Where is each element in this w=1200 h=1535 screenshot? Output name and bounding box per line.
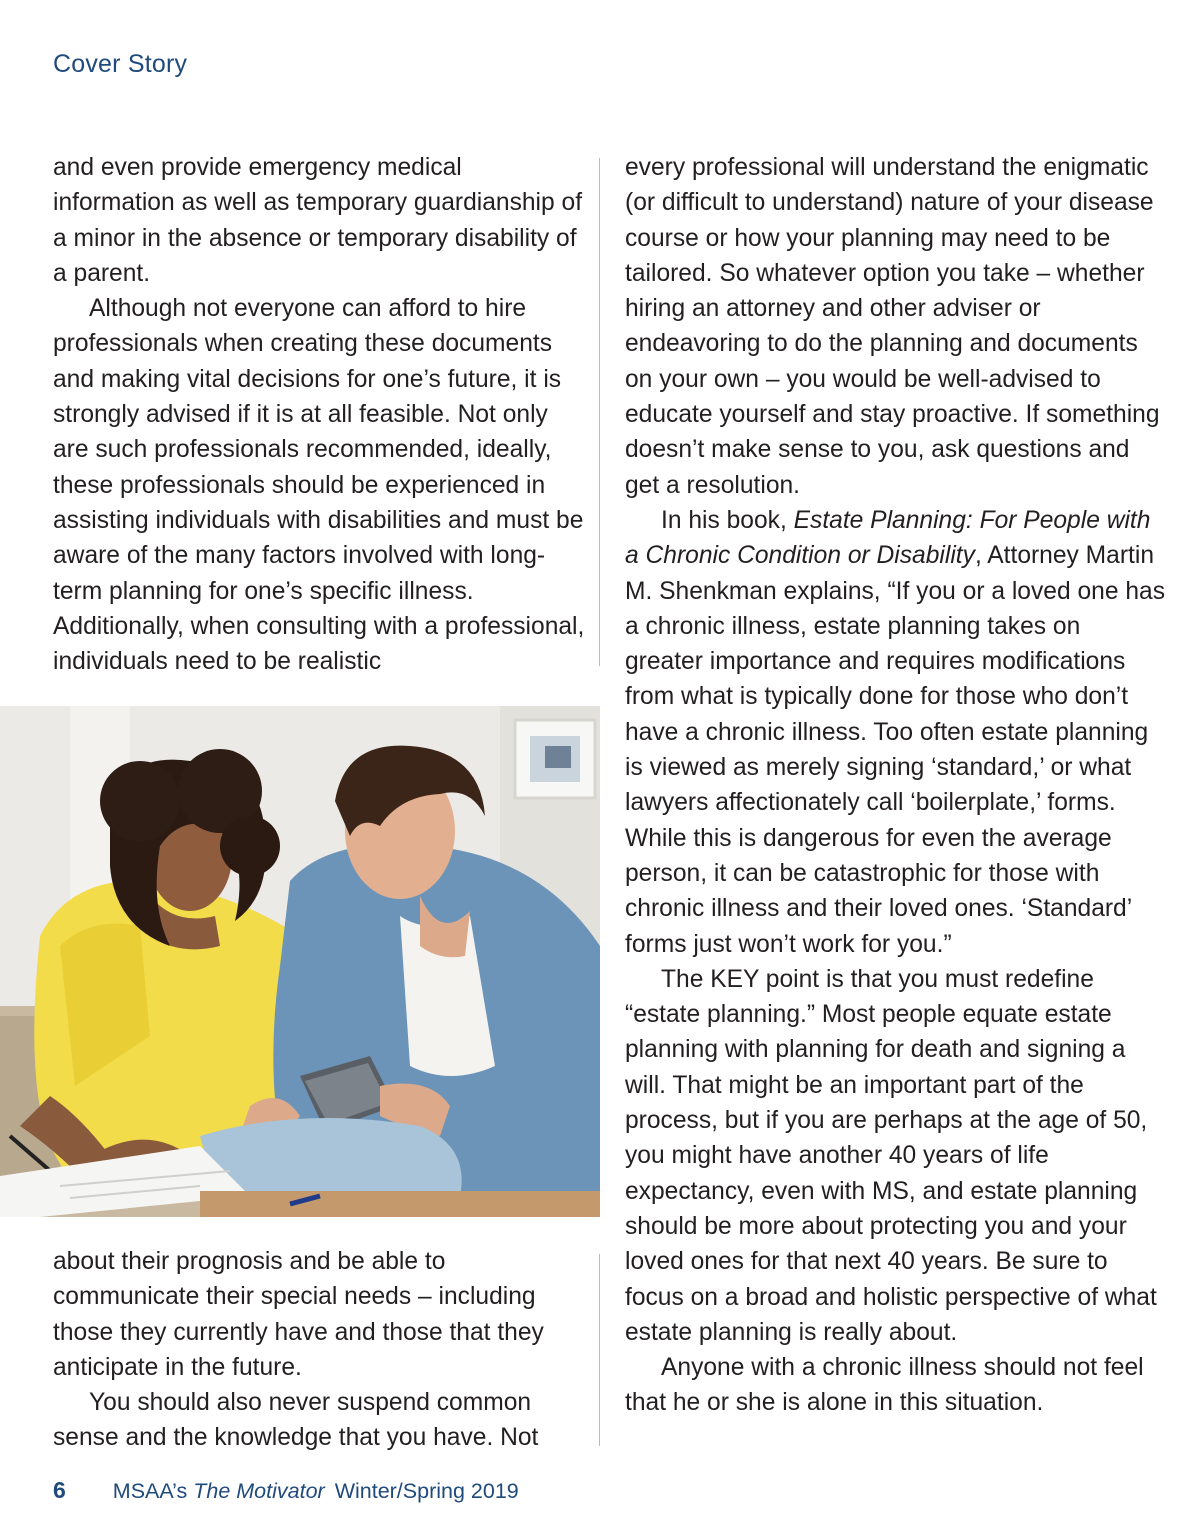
left-column-bottom	[53, 1244, 588, 1456]
paragraph: You should also never suspend common sense and the knowledge that you have. Not	[53, 1389, 539, 1452]
issue-date: Winter/Spring 2019	[334, 1479, 519, 1503]
publisher: MSAA’s	[112, 1479, 194, 1503]
paragraph: Anyone with a chronic illness should not feel that he or she is alone in this situation.	[625, 1354, 1144, 1417]
column-divider	[599, 1254, 600, 1446]
paragraph: and even provide emergency medical information as well as temporary guardianship of a minor in the absence or temporary disability of a parent.	[53, 154, 583, 287]
right-column	[625, 150, 1165, 1421]
paragraph: Although not everyone can afford to hire professionals when creating these documents and making vital decisions for one’s future, it is strongly advised if it is at all feasible. Not only are such professionals recommended, ideally, these professionals should be experienced in assisting individuals with disabilities and must be aware of the many factors involved with long-term planning for one’s specific illness. Additionally, when consulting with a professional, individuals need to be realistic	[53, 295, 585, 676]
text-run: In his book,	[661, 506, 794, 534]
section-label: Cover Story	[53, 50, 188, 78]
paragraph: about their prognosis and be able to communicate their special needs – including those they currently have and those that they anticipate in the future.	[53, 1248, 544, 1381]
column-divider	[599, 158, 600, 666]
book-title: Estate Planning: For People with a Chronic Condition or Disability	[625, 506, 1151, 570]
paragraph: The KEY point is that you must redefine “estate planning.” Most people equate estate planning with planning for death and signing a will. That might be an important part of the process, but if you are perhaps at the age of 50, you might have another 40 years of life expectancy, even with MS, and estate planning should be more about protecting you and your loved ones for that next 40 years. Be sure to focus on a broad and holistic perspective of what estate planning is really about.	[625, 965, 1157, 1346]
paragraph-book-quote	[625, 503, 1165, 962]
text-run: , Attorney Martin M. Shenkman explains, “If you or a loved one has a chronic illness, estate planning takes on greater importance and requires modifications from what is typically done for those who don’t have a chronic illness. Too often estate planning is viewed as merely signing ‘standard,’ or what lawyers affectionately call ‘boilerplate,’ forms. While this is dangerous for even the average person, it can be catastrophic for those with chronic illness and their loved ones. ‘Standard’ forms just won’t work for you.”	[625, 542, 1165, 958]
paragraph: every professional will understand the enigmatic (or difficult to understand) nature of your disease course or how your planning may need to be tailored. So whatever option you take – whether hiring an attorney and other adviser or endeavoring to do the planning and documents on your own – you would be well-advised to educate yourself and stay proactive. If something doesn’t make sense to you, ask questions and get a resolution.	[625, 154, 1160, 499]
page-footer	[53, 1477, 519, 1504]
page-number: 6	[53, 1477, 66, 1503]
publication-title: The Motivator	[193, 1479, 325, 1503]
couple-reviewing-documents-photo	[0, 706, 600, 1217]
left-column-top	[53, 150, 588, 679]
